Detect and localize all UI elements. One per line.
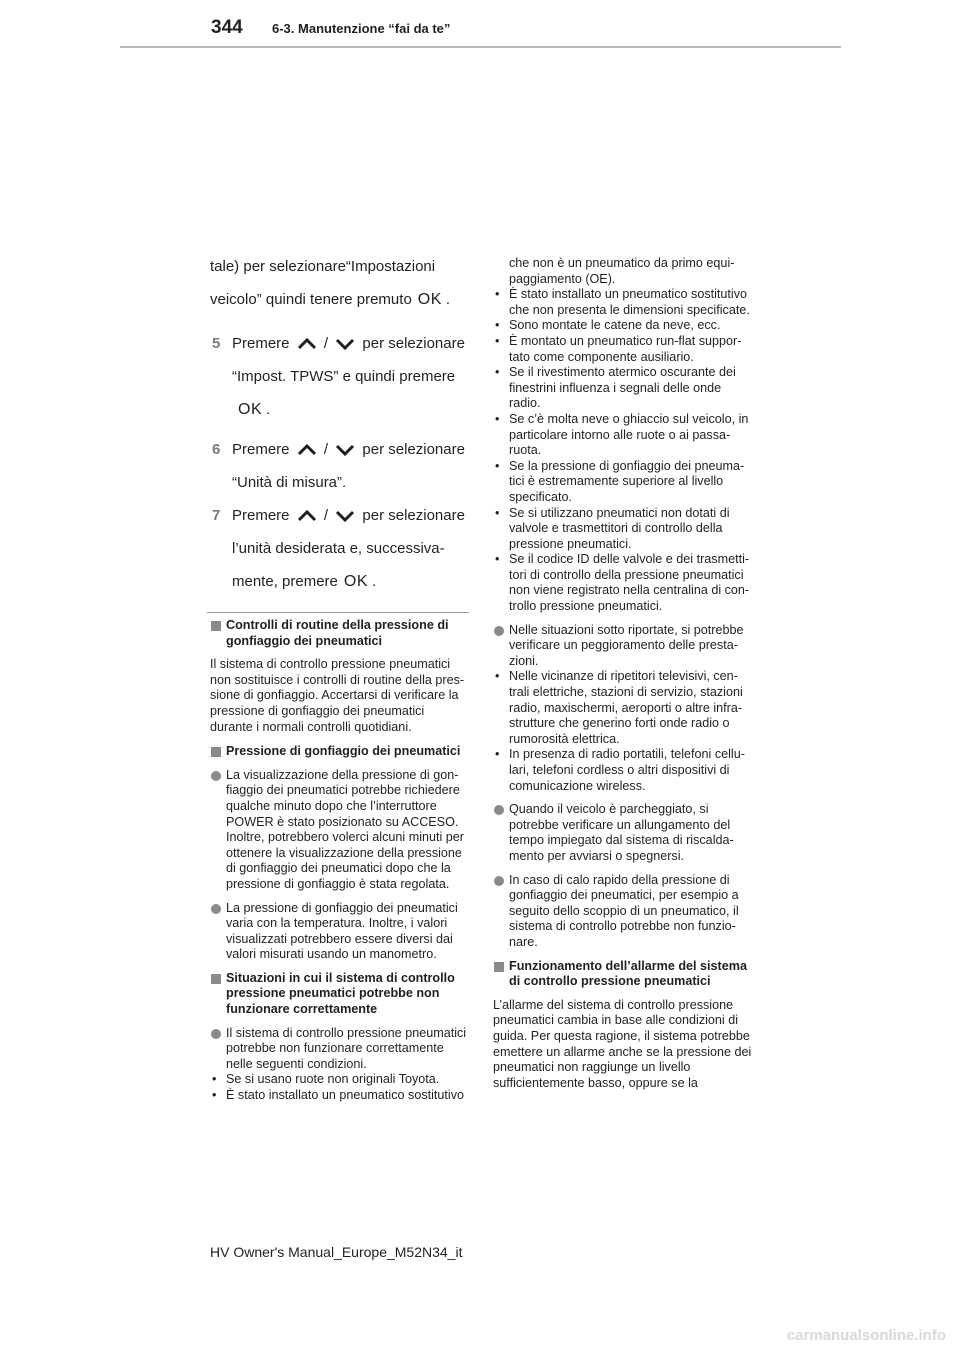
chevron-up-icon: [296, 509, 318, 523]
step-7: [232, 507, 472, 591]
chevron-down-icon: [334, 509, 356, 523]
bullet-text: In caso di calo rapido della pressione di gonfiaggio dei pneumatici, per esempio a seguito dello scoppio di un pneumatico, il sistema di controllo potrebbe non funzio- nare.: [509, 872, 739, 949]
bullet-item: [493, 802, 755, 864]
step-5-line1: [232, 335, 472, 353]
step-6: [232, 441, 472, 492]
bullet-text: Quando il veicolo è parcheggiato, si potrebbe verificare un allungamento del tempo impiegato dal sistema di riscalda- mento per avviarsi o spegnersi.: [509, 802, 734, 863]
paragraph: Il sistema di controllo pressione pneumatici non sostituisce i controlli di routine della pres- sione di gonfiaggio. Accertarsi di verificare la pressione di gonfiaggio dei pneumatici durante i normali controlli quotidiani.: [210, 657, 465, 734]
list-item: • Se si utilizzano pneumatici non dotati di valvole e trasmettitori di controllo della pressione pneumatici.: [495, 505, 730, 551]
period: .: [266, 401, 271, 418]
list-text: Se la pressione di gonfiaggio dei pneuma- tici è estremamente superiore al livello specificato.: [509, 458, 745, 504]
heading-routine-checks: [210, 618, 470, 649]
list-item: • Nelle vicinanze di ripetitori televisivi, cen- trali elettriche, stazioni di servizio, stazioni radio, maxischermi, aeroporti o altre infra- strutture che generino forti onde radio o rumorosità elettrica.: [495, 669, 743, 746]
step-7-line2: l’unità desiderata e, successiva-: [232, 540, 445, 557]
step-5-verb: Premere: [232, 335, 290, 352]
list-item: • Se si usano ruote non originali Toyota.: [212, 1072, 440, 1087]
step-cont-text: veicolo” quindi tenere premuto: [210, 291, 412, 308]
chevron-down-icon: [334, 337, 356, 351]
list-text: Sono montate le catene da neve, ecc.: [509, 318, 721, 333]
chevron-down-icon: [334, 443, 356, 457]
list-continuation: [493, 256, 755, 287]
list-text: Se il rivestimento atermico oscurante dei finestrini influenza i segnali delle onde radio.: [509, 365, 736, 411]
list-item: • Se c’è molta neve o ghiaccio sul veicolo, in particolare intorno alle ruote o ai passa- ruota.: [495, 411, 749, 458]
step-6-line2: “Unità di misura”.: [232, 474, 347, 491]
square-bullet-icon: [211, 621, 221, 631]
step-7-number: 7: [212, 507, 221, 524]
heading-text: Pressione di gonfiaggio dei pneumatici: [226, 744, 461, 759]
list-text: Se c’è molta neve o ghiaccio sul veicolo, in particolare intorno alle ruote o ai passa- ruota.: [509, 411, 749, 458]
heading-malfunction-situations: [210, 971, 470, 1018]
step-7-line3: [232, 573, 472, 591]
heading-text: Controlli di routine della pressione di gonfiaggio dei pneumatici: [226, 618, 449, 648]
slash: /: [323, 335, 329, 352]
circle-bullet-icon: [211, 771, 221, 781]
circle-bullet-icon: [211, 904, 221, 914]
period: .: [445, 291, 451, 308]
step-5-text: per selezionare: [362, 335, 465, 352]
left-column: [210, 618, 470, 1104]
step-7-text: per selezionare: [362, 507, 465, 524]
ok-button-icon: OK: [238, 401, 263, 418]
slash: /: [323, 507, 329, 524]
square-bullet-icon: [211, 747, 221, 757]
heading-text: Funzionamento dell’allarme del sistema di controllo pressione pneumatici: [509, 958, 747, 989]
heading-alarm-operation: [493, 959, 755, 990]
step-continuation: [210, 258, 470, 309]
step-6-line1: [232, 441, 472, 459]
watermark: carmanualsonline.info: [786, 1327, 946, 1344]
list-item: • È montato un pneumatico run-flat suppor- tato come componente ausiliario.: [495, 333, 742, 364]
list-text: È stato installato un pneumatico sostitutivo che non presenta le dimensioni specificate.: [509, 287, 750, 317]
section-divider: [207, 612, 469, 613]
bullet-item: [493, 873, 755, 951]
step-cont-line1: tale) per selezionare“Impostazioni: [210, 258, 436, 275]
chevron-up-icon: [296, 337, 318, 351]
circle-bullet-icon: [211, 1029, 221, 1039]
ok-button-icon: OK: [417, 291, 442, 308]
list-text: È montato un pneumatico run-flat suppor- tato come componente ausiliario.: [509, 333, 742, 364]
list-text: È stato installato un pneumatico sostitutivo: [226, 1088, 465, 1103]
footer-manual-id: HV Owner's Manual_Europe_M52N34_it: [210, 1244, 463, 1260]
bullet-text: Il sistema di controllo pressione pneumatici potrebbe non funzionare correttamente nelle seguenti condizioni.: [226, 1025, 467, 1071]
paragraph: L’allarme del sistema di controllo pressione pneumatici cambia in base alle condizioni di guida. Per questa ragione, il sistema potrebbe emettere un allarme anche se la pressione dei pneumatici non raggiunge un livello sufficientemente basso, oppure se la: [493, 997, 752, 1090]
list-item: • È stato installato un pneumatico sostitutivo: [212, 1088, 465, 1103]
page-number: 344: [211, 17, 243, 38]
bullet-text: La pressione di gonfiaggio dei pneumatici varia con la temperatura. Inoltre, i valori visualizzati potrebbero essere diversi dai valori misurati usando un manometro.: [226, 900, 458, 962]
step-6-number: 6: [212, 441, 221, 458]
step-7-text-end: mente, premere: [232, 573, 338, 590]
bullet-text: La visualizzazione della pressione di gon- fiaggio dei pneumatici potrebbe richiedere qualche minuto dopo che l’interruttore POWER è stato posizionato su ACCESO. Inoltre, potrebbero volerci alcuni minuti per ottenere la visualizzazione della pressione di gonfiaggio dei pneumatici dopo che la pressione di gonfiaggio è stata regolata.: [226, 767, 465, 891]
chevron-up-icon: [296, 443, 318, 457]
list-text: Nelle vicinanze di ripetitori televisivi, cen- trali elettriche, stazioni di servizio, stazioni radio, maxischermi, aeroporti o altre infra- strutture che generino forti onde radio o rumorosità elettrica.: [509, 669, 743, 746]
heading-text: Situazioni in cui il sistema di controllo pressione pneumatici potrebbe non funzionare correttamente: [226, 970, 455, 1017]
period: .: [372, 573, 377, 590]
list-item: • Se la pressione di gonfiaggio dei pneuma- tici è estremamente superiore al livello specificato.: [495, 458, 745, 504]
list-item: • In presenza di radio portatili, telefoni cellu- lari, telefoni cordless o altri dispositivi di comunicazione wireless.: [495, 747, 745, 793]
square-bullet-icon: [494, 962, 504, 972]
list-text: In presenza di radio portatili, telefoni cellu- lari, telefoni cordless o altri dispositivi di comunicazione wireless.: [509, 747, 745, 793]
bullet-item: [210, 1026, 470, 1073]
step-6-verb: Premere: [232, 441, 290, 458]
list-text: Se si utilizzano pneumatici non dotati di valvole e trasmettitori di controllo della pressione pneumatici.: [509, 505, 730, 551]
list-item: • Se il codice ID delle valvole e dei trasmetti- tori di controllo della pressione pneumatici non viene registrato nella centralina di con- trollo pressione pneumatici.: [495, 552, 750, 614]
bullet-text: Nelle situazioni sotto riportate, si potrebbe verificare un peggioramento delle presta- zioni.: [509, 622, 744, 668]
right-column: [493, 256, 755, 1100]
square-bullet-icon: [211, 974, 221, 984]
circle-bullet-icon: [494, 876, 504, 886]
step-5-line3: [232, 401, 472, 419]
list-text: Se il codice ID delle valvole e dei trasmetti- tori di controllo della pressione pneumatici non viene registrato nella centralina di con- trollo pressione pneumatici.: [509, 552, 750, 614]
circle-bullet-icon: [494, 626, 504, 636]
step-cont-line2: [210, 291, 470, 309]
ok-button-icon: OK: [343, 573, 369, 590]
slash: /: [323, 441, 329, 458]
step-5: [232, 335, 472, 419]
step-5-number: 5: [212, 335, 221, 352]
step-7-verb: Premere: [232, 507, 290, 524]
list-item: • Se il rivestimento atermico oscurante dei finestrini influenza i segnali delle onde radio.: [495, 365, 736, 411]
list-text: Se si usano ruote non originali Toyota.: [226, 1072, 440, 1087]
section-title: 6-3. Manutenzione “fai da te”: [272, 21, 451, 36]
circle-bullet-icon: [494, 805, 504, 815]
bullet-item: [210, 901, 470, 963]
header-divider: [120, 46, 841, 48]
list-item: • Sono montate le catene da neve, ecc.: [495, 318, 721, 333]
heading-tire-pressure: [210, 744, 470, 760]
list-text: che non è un pneumatico da primo equi- paggiamento (OE).: [509, 256, 735, 286]
bullet-item: [493, 623, 755, 670]
bullet-item: [210, 768, 470, 893]
list-item: • È stato installato un pneumatico sostitutivo che non presenta le dimensioni specificate.: [495, 287, 750, 317]
step-5-line2: “Impost. TPWS” e quindi premere: [232, 368, 456, 385]
step-7-line1: [232, 507, 472, 525]
step-6-text: per selezionare: [362, 441, 465, 458]
